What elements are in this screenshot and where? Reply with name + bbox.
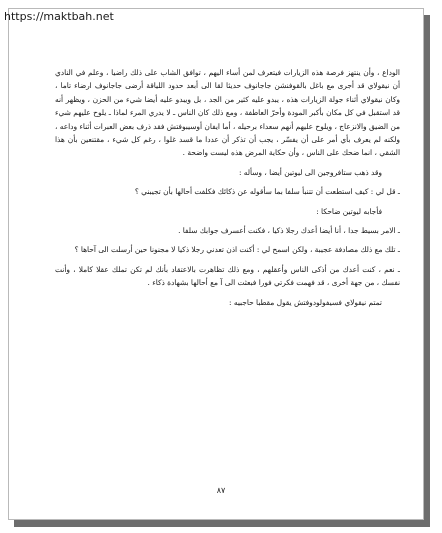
paragraph-6: ـ تلك مع ذلك مصادفة عجيبة ، ولكن اسمح لي : أكنت اذن تعدني رجلا ذكيا لا مجنونا حين أرسلت الى آحاها ؟ [74, 245, 400, 255]
paragraph-4: فأجابه ليوتين ضاحكا : [316, 206, 382, 216]
paragraph-2: وقد ذهب ستافروجين الى ليوتين أيضا ، وسأله : [238, 167, 382, 177]
page-number: ٨٧ [216, 486, 226, 495]
paragraph-8: تمتم نيقولاي فسيفولودوفتش يقول مقطبا حاجبيه : [229, 297, 382, 307]
paragraph-5: ـ الامر بسيط جدا ، أنا أيضا أعدك رجلا ذكيا ، فكنت أعسرف جوابك سلفا . [178, 226, 400, 236]
paragraph-7: ـ نعم ، كنت أعدك من أذكى الناس وأعقلهم ، ومع ذلك تظاهرت بالاعتقاد بأنك لم تكن تملك عقلا كاملا ، وأنت نفسك ، من جهة أخرى ، قد فهمت فكرتي فورا فبعثت الى آ مع أحالها بشهادة ذكاء . [55, 264, 400, 288]
watermark-url: https://maktbah.net [4, 10, 114, 23]
page-body [55, 66, 400, 466]
paragraph-3: ـ قل لي : كيف استطعت أن تتنبأ سلفا بما سأقوله عن ذكائك فكلفت أحالها بأن تجيبني ؟ [134, 187, 400, 197]
paragraph-1: الوداع ، وأن ينتهز فرصة هذه الزيارات فيتعرف لمن أساء اليهم ، توافق الشاب على ذلك راضيا ، وعلم في النادي أن نيقولاي قد أجرى مع باغل بالقوفنشن جاجانوف حديثا لقا الى أبعد حدود اللياقة أرضى جاجانوف ارضاء تاما ، وكان نيقولاي أثناء جولة الزيارات هذه ، يبدو عليه كثير من الجد ، بل ويبدو عليه أيضا شيء من الحزن ، ويظهر أنه قد استقبل في كل مكان بأكبر المودة وأحرّ العاطفة ، ومع ذلك كان الناس ـ لا يدري المرء لماذا ـ يلوح عليهم شيء من الضيق والانزعاج ، ويلوح عليهم أنهم سعداء برحيله ، أما ايفان أوسيبوفتش فقد ذرف بعض العبرات أثناء وداعه ، ولكنه لم يعرف بأي أمر على أن يفسّر ، يجب أن تذكر أن عددا ما قسد غلوا ، رغم كل شيء ، مقتنعين بأن هذا الشقي ، انما ضحك على الناس ، وأن حكاية المرض هذه ليست واضحة . [55, 68, 400, 158]
